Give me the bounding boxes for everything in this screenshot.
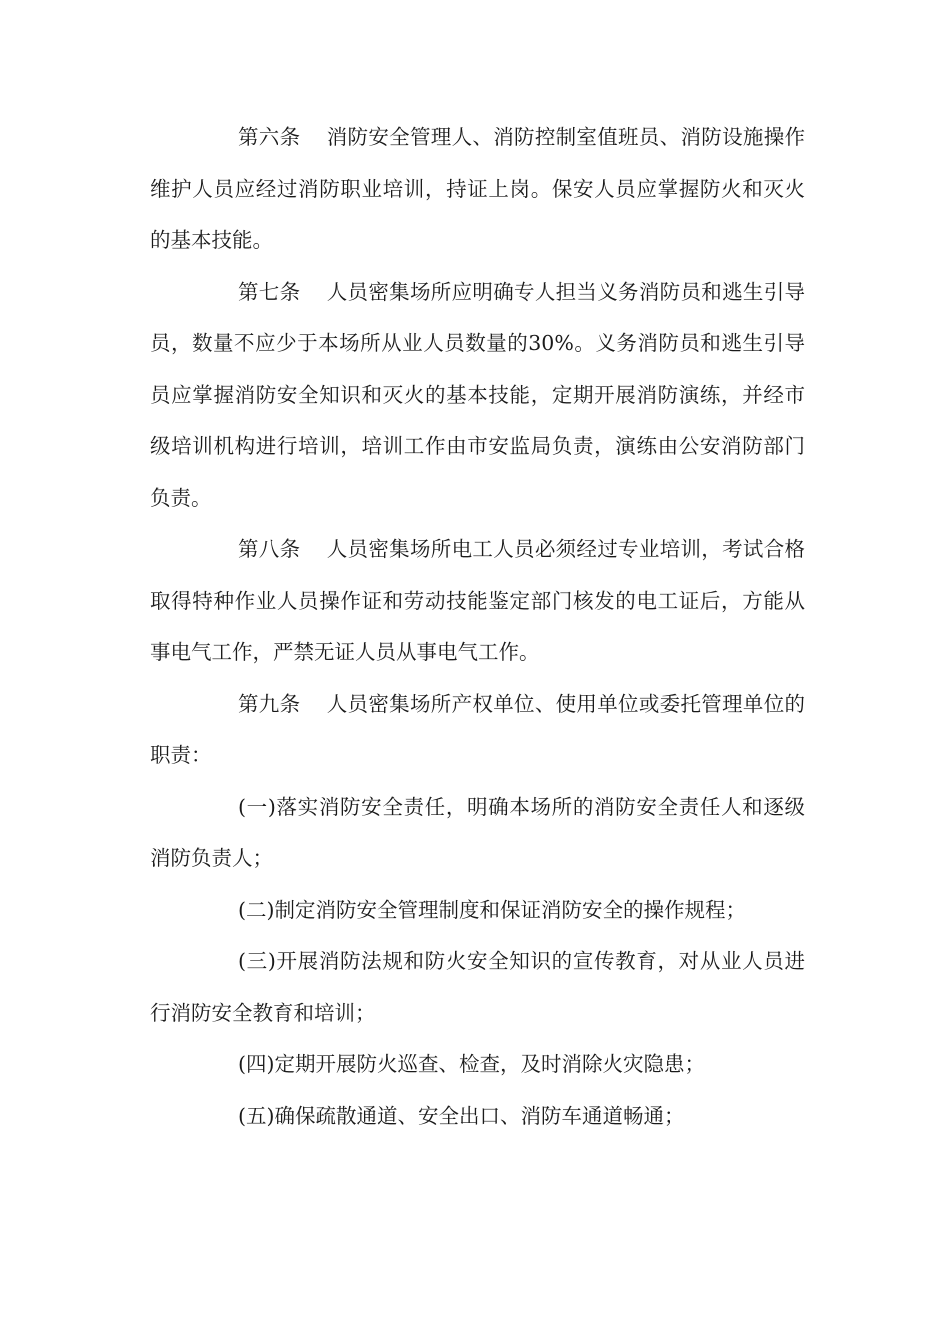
article-number: 第六条 — [238, 125, 301, 149]
article-number: 第九条 — [238, 691, 301, 716]
article-text: 消防安全管理人、消防控制室值班员、消防设施操作维护人员应经过消防职业培训，持证上岗。保安人员应掌握防火和灭火的基本技能。 — [150, 125, 806, 252]
list-item: (二)制定消防安全管理制度和保证消防安全的操作规程； — [238, 897, 746, 922]
list-item: (一)落实消防安全责任，明确本场所的消防安全责任人和逐级消防负责人； — [150, 794, 805, 870]
article-7 — [150, 267, 805, 525]
article-number: 第七条 — [238, 279, 301, 304]
list-item: (三)开展消防法规和防火安全知识的宣传教育，对从业人员进行消防安全教育和培训； — [150, 949, 805, 1025]
article-text: 人员密集场所应明确专人担当义务消防员和逃生引导员，数量不应少于本场所从业人员数量的30%。义务消防员和逃生引导员应掌握消防安全知识和灭火的基本技能，定期开展消防演练，并经市级培训机构进行培训，培训工作由市安监局负责，演练由公安消防部门负责。 — [150, 279, 806, 510]
article-text: 人员密集场所电工人员必须经过专业培训，考试合格取得特种作业人员操作证和劳动技能鉴定部门核发的电工证后，方能从事电气工作，严禁无证人员从事电气工作。 — [150, 537, 806, 664]
article-6 — [150, 112, 805, 267]
article-text: 人员密集场所产权单位、使用单位或委托管理单位的职责： — [150, 691, 806, 767]
document-body — [150, 112, 805, 1142]
list-item: (五)确保疏散通道、安全出口、消防车通道畅通； — [238, 1103, 685, 1128]
article-8 — [150, 524, 805, 679]
article-9 — [150, 679, 805, 782]
article-number: 第八条 — [238, 537, 301, 561]
list-item: (四)定期开展防火巡查、检查，及时消除火灾隐患； — [238, 1052, 705, 1076]
